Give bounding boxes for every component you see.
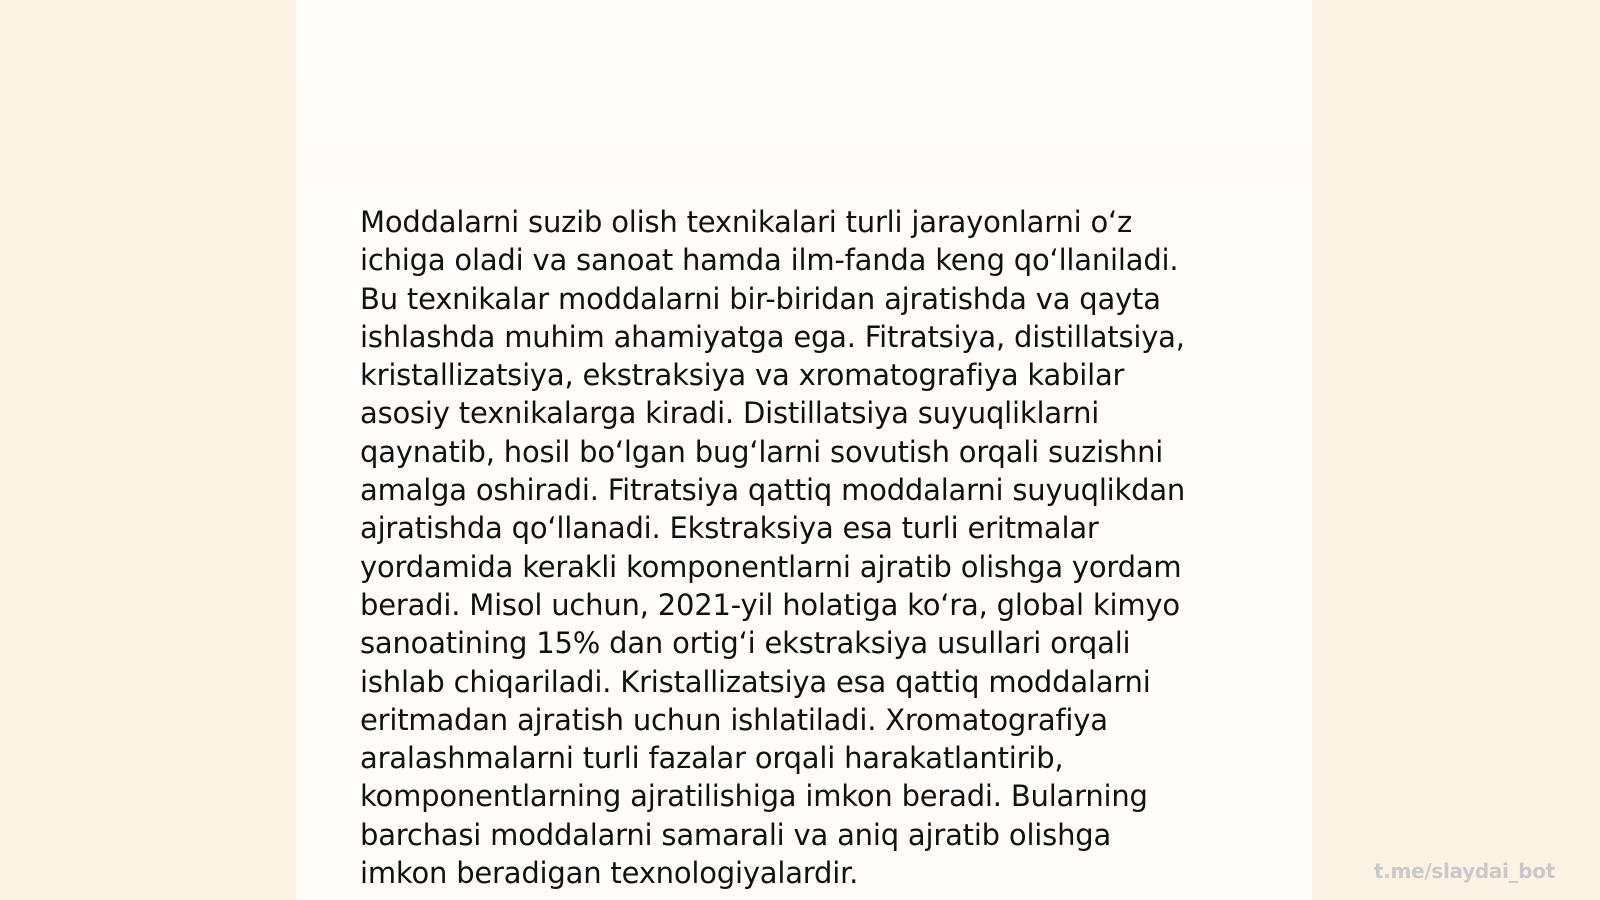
body-text-line: aralashmalarni turli fazalar orqali harakatlantirib,	[360, 741, 1064, 776]
body-text-line: yordamida kerakli komponentlarni ajratib olishga yordam	[360, 549, 1182, 584]
body-text-line: sanoatining 15% dan ortig‘i ekstraksiya usullari orqali	[360, 626, 1131, 661]
body-text-line: komponentlarning ajratilishiga imkon beradi. Bularning	[360, 779, 1148, 814]
slide-body-text	[360, 203, 1260, 892]
left-margin-panel	[0, 0, 296, 900]
body-text-line: ajratishda qo‘llanadi. Ekstraksiya esa turli eritmalar	[360, 511, 1099, 546]
body-text-line: beradi. Misol uchun, 2021-yil holatiga ko‘ra, global kimyo	[360, 587, 1180, 622]
body-text-line: eritmadan ajratish uchun ishlatiladi. Xromatografiya	[360, 702, 1108, 737]
body-text-line: Bu texnikalar moddalarni bir-biridan ajratishda va qayta	[360, 281, 1161, 316]
body-text-line: ishlab chiqariladi. Kristallizatsiya esa qattiq moddalarni	[360, 664, 1151, 699]
body-text-line: imkon beradigan texnologiyalardir.	[360, 856, 859, 891]
right-margin-panel	[1312, 0, 1600, 900]
watermark-text: t.me/slaydai_bot	[1373, 859, 1555, 883]
body-text-line: ichiga oladi va sanoat hamda ilm-fanda keng qo‘llaniladi.	[360, 243, 1179, 278]
body-text-line: barchasi moddalarni samarali va aniq ajratib olishga	[360, 817, 1112, 852]
body-text-line: ishlashda muhim ahamiyatga ega. Fitratsiya, distillatsiya,	[360, 319, 1185, 354]
body-text-line: qaynatib, hosil bo‘lgan bug‘larni sovutish orqali suzishni	[360, 434, 1164, 469]
body-text-line: asosiy texnikalarga kiradi. Distillatsiya suyuqliklarni	[360, 396, 1100, 431]
slide-page	[296, 0, 1312, 900]
body-text-line: kristallizatsiya, ekstraksiya va xromatografiya kabilar	[360, 358, 1125, 393]
slide-header-area	[296, 0, 1312, 180]
body-text-line: Moddalarni suzib olish texnikalari turli jarayonlarni o‘z	[360, 205, 1133, 239]
body-text-line: amalga oshiradi. Fitratsiya qattiq moddalarni suyuqlikdan	[360, 473, 1186, 508]
